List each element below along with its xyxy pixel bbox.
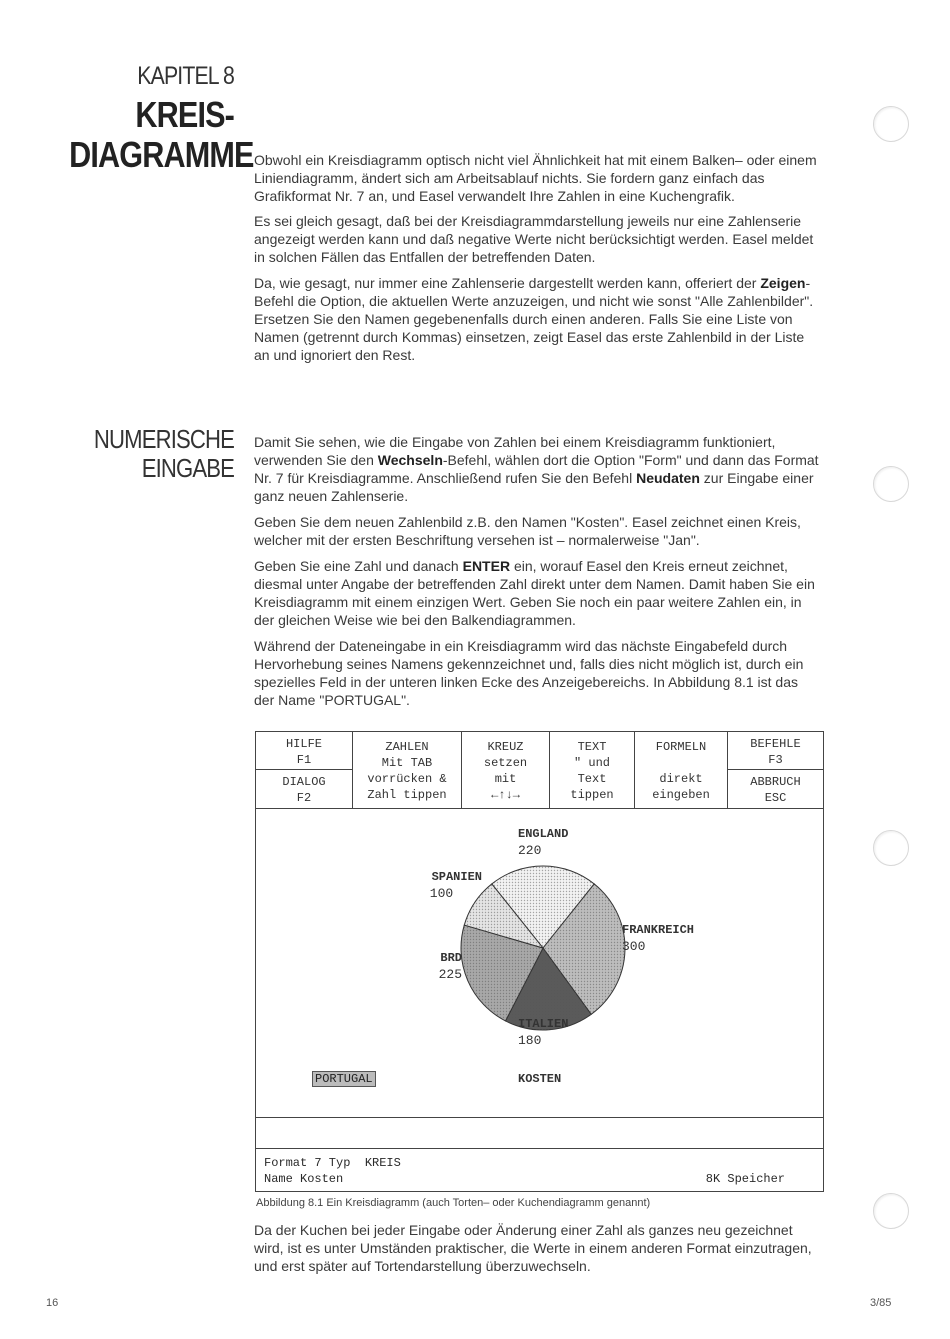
pie-label-name: ENGLAND (518, 827, 569, 841)
status-area (256, 1117, 823, 1192)
chapter-label: KAPITEL 8 (137, 62, 234, 90)
easel-screen (255, 731, 824, 1192)
menu-text[interactable]: TEXT " und Text tippen (550, 732, 635, 808)
series-name-label: KOSTEN (518, 1072, 562, 1086)
pie-label-name: SPANIEN (431, 870, 482, 884)
section-paragraph-4: Während der Dateneingabe in ein Kreisdiagramm wird das nächste Eingabefeld durch Hervorhebung seines Namens gekennzeichnet und, falls dies nicht möglich ist, durch ein spezielles Feld in der unteren linken Ecke des Anzeigebereichs. In Abbildung 8.1 ist das der Name "PORTUGAL". (254, 638, 804, 708)
section-paragraph-3: Geben Sie eine Zahl und danach ENTER ein, worauf Easel den Kreis erneut zeichnet, diesmal unter Angabe der betreffenden Zahl direkt unter dem Namen. Damit haben Sie ein Kreisdiagramm mit einem einzigen Wert. Geben Sie noch ein paar weitere Zahlen ein, in der gleichen Weise wie bei den Balkendiagrammen. (254, 558, 815, 628)
key-enter: ENTER (462, 558, 511, 574)
intro-paragraph-3: Da, wie gesagt, nur immer eine Zahlenserie dargestellt werden kann, offeriert der Zeigen-Befehl die Option, die aktuellen Werte anzuzeigen, und nicht wie sonst "Alle Zahlenbilder". Ersetzen Sie den Namen gegebenenfalls durch einen anderen. Falls Sie eine Liste von Namen (getrennt durch Kommas) einsetzen, zeigt Easel das erste Zahlenbild in der Liste an und ignoriert den Rest. (254, 275, 814, 363)
status-name: Name Kosten (264, 1172, 344, 1186)
chapter-title-line2: DIAGRAMME (69, 134, 254, 175)
pie-label-value: 180 (518, 1033, 542, 1048)
menu-befehle[interactable]: BEFEHLE F3 (728, 732, 823, 770)
closing-paragraph: Da der Kuchen bei jeder Eingabe oder Änderung einer Zahl als ganzes neu gezeichnet wird, ist es unter Umständen praktischer, die Werte in einem anderen Format einzutragen, und erst später auf Tortendarstellung überzuwechseln. (254, 1222, 812, 1274)
pie-label-value: 300 (622, 939, 646, 954)
chapter-title-line1: KREIS- (135, 94, 234, 135)
page-date: 3/85 (870, 1297, 892, 1309)
intro-paragraph-2: Es sei gleich gesagt, daß bei der Kreisdiagrammdarstellung jeweils nur eine Zahlenserie angezeigt werden kann und daß negative Werte nicht berücksichtigt werden. Easel meldet in solchen Fällen das Entfallen der betreffenden Daten. (254, 213, 814, 265)
command-neudaten: Neudaten (636, 470, 700, 486)
status-line (256, 1148, 823, 1186)
menu-dialog[interactable]: DIALOG F2 (256, 770, 353, 808)
section-title-line2: EINGABE (141, 453, 234, 483)
status-format: Format 7 Typ KREIS (264, 1156, 401, 1170)
menu-zahlen[interactable]: ZAHLEN Mit TAB vorrücken & Zahl tippen (353, 732, 462, 808)
binder-hole (873, 830, 909, 866)
binder-hole (873, 106, 909, 142)
pie-label-value: 225 (438, 967, 462, 982)
command-zeigen: Zeigen (760, 275, 806, 291)
menu-hilfe[interactable]: HILFE F1 (256, 732, 353, 770)
figure-caption: Abbildung 8.1 Ein Kreisdiagramm (auch Torten– oder Kuchendiagramm genannt) (256, 1197, 651, 1209)
menu-bar (256, 732, 823, 809)
section-title-line1: NUMERISCHE (93, 424, 235, 454)
pie-label-value: 220 (518, 843, 542, 858)
section-paragraph-1: Damit Sie sehen, wie die Eingabe von Zahlen bei einem Kreisdiagramm funktioniert, verwenden Sie den Wechseln-Befehl, wählen dort die Option "Form" und dann das Format Nr. 7 für Kreisdiagramme. Anschließend rufen Sie den Befehl Neudaten zur Eingabe einer ganz neuen Zahlenserie. (254, 434, 819, 504)
pie-chart (256, 809, 823, 1116)
command-wechseln: Wechseln (377, 452, 443, 468)
pie-label-name: FRANKREICH (622, 923, 695, 937)
page-number: 16 (46, 1297, 59, 1309)
intro-paragraph-1: Obwohl ein Kreisdiagramm optisch nicht viel Ähnlichkeit hat mit einem Balken– oder einem Liniendiagramm, ändert sich am Arbeitsablauf nichts. Sie fordern ganz einfach das Grafikformat Nr. 7 an, und Easel verwandelt Ihre Zahlen in eine Kuchengrafik. (254, 152, 817, 204)
status-memory: 8K Speicher (705, 1172, 785, 1186)
binder-hole (873, 1193, 909, 1229)
binder-hole (873, 466, 909, 502)
menu-kreuz[interactable]: KREUZ setzen mit ←↑↓→ (462, 732, 550, 808)
section-paragraph-2: Geben Sie dem neuen Zahlenbild z.B. den Namen "Kosten". Easel zeichnet einen Kreis, welcher mit der ersten Beschriftung versehen ist – normalerweise "Jan". (254, 514, 801, 548)
menu-abbruch[interactable]: ABBRUCH ESC (750, 775, 801, 805)
pie-label-name: BRD (440, 951, 462, 965)
next-entry-field[interactable]: PORTUGAL (312, 1071, 376, 1087)
menu-formeln[interactable]: FORMELN direkt eingeben (635, 732, 728, 808)
pie-label-name: ITALIEN (518, 1017, 569, 1031)
pie-label-value: 100 (429, 886, 454, 901)
